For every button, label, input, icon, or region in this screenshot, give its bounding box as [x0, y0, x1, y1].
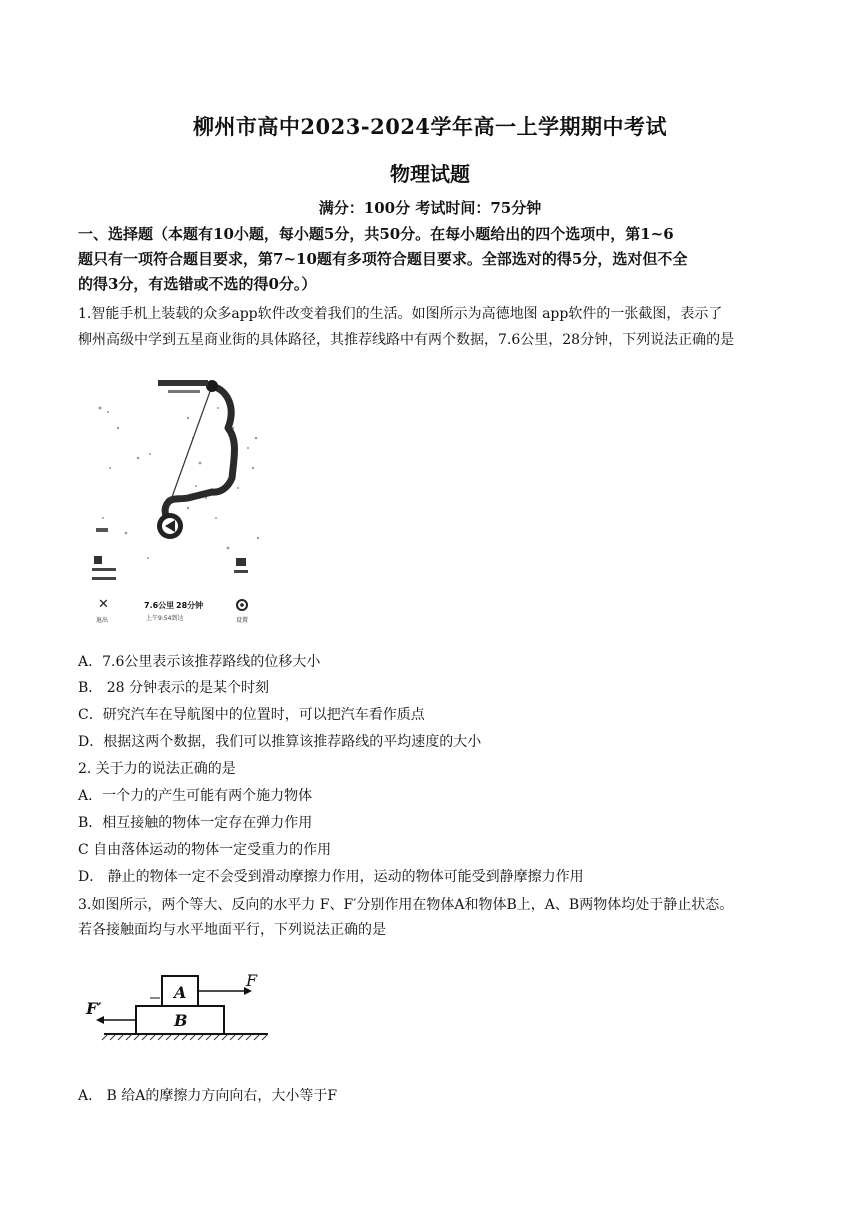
q2-stem: 2. 关于力的说法正确的是 — [78, 761, 236, 777]
label-b: B — [174, 1011, 188, 1030]
navigation-map-figure — [88, 368, 278, 628]
q2-option-d: D． 静止的物体一定不会受到滑动摩擦力作用，运动的物体可能受到静摩擦力作用 — [78, 869, 584, 885]
q1-option-c: C．研究汽车在导航图中的位置时，可以把汽车看作质点 — [78, 707, 425, 723]
q2-option-a: A．一个力的产生可能有两个施力物体 — [78, 788, 313, 804]
subject-title: 物理试题 — [390, 162, 470, 186]
label-f: F — [246, 971, 258, 990]
block-force-diagram — [82, 960, 280, 1056]
q2-option-b: B．相互接触的物体一定存在弹力作用 — [78, 815, 313, 831]
q3-stem-line1: 3.如图所示，两个等大、反向的水平力 F、F′分别作用在物体A和物体B上，A、B两物体均处于静止状态。 — [78, 897, 734, 913]
exit-x-icon: ✕ — [98, 597, 109, 612]
exam-meta: 满分：100分 考试时间：75分钟 — [318, 199, 542, 217]
map-exit-label: 退出 — [96, 617, 109, 624]
section-instructions-line3: 的得3分，有选错或不选的得0分。） — [78, 275, 317, 293]
exam-title: 柳州市高中2023-2024学年高一上学期期中考试 — [192, 114, 668, 139]
q3-stem-line2: 若各接触面均与水平地面平行，下列说法正确的是 — [78, 922, 386, 938]
q1-stem-line2: 柳州高级中学到五星商业街的具体路径，其推荐线路中有两个数据，7.6公里，28分钟，下列说法正确的是 — [78, 332, 735, 348]
section-instructions-line1: 一、选择题（本题有10小题，每小题5分，共50分。在每小题给出的四个选项中，第1~6 — [78, 225, 674, 243]
q1-stem-line1: 1.智能手机上装载的众多app软件改变着我们的生活。如图所示为高德地图 app软件的一张截图，表示了 — [78, 306, 723, 322]
q3-option-a: A． B 给A的摩擦力方向向右，大小等于F — [78, 1088, 338, 1104]
map-duration: 28分钟 — [176, 601, 204, 610]
q1-option-a: A．7.6公里表示该推荐路线的位移大小 — [78, 654, 321, 670]
map-settings-label: 设置 — [236, 617, 249, 624]
label-a: A — [174, 983, 187, 1002]
q1-option-d: D．根据这两个数据，我们可以推算该推荐路线的平均速度的大小 — [78, 734, 482, 750]
map-distance: 7.6公里 — [144, 601, 175, 610]
q2-option-c: C 自由落体运动的物体一定受重力的作用 — [78, 842, 332, 858]
label-f-prime: F′ — [86, 999, 102, 1018]
q1-option-b: B． 28 分钟表示的是某个时刻 — [78, 680, 270, 696]
section-instructions-line2: 题只有一项符合题目要求，第7~10题有多项符合题目要求。全部选对的得5分，选对但不全 — [78, 250, 688, 268]
map-arrival: 上午9:54到达 — [146, 615, 184, 622]
